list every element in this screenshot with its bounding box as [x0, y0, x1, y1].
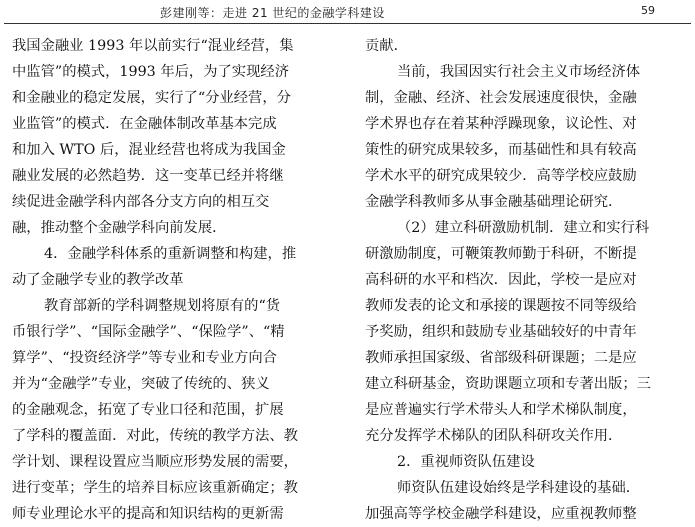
text-line: 是应普遍实行学术带头人和学术梯队制度， — [365, 402, 637, 418]
text-line: 学计划、课程设置应当顺应形势发展的需要， — [12, 454, 298, 470]
text-line: 融，推动整个金融学科向前发展． — [12, 220, 227, 236]
running-header — [0, 0, 695, 24]
section-heading-line: 动了金融学专业的教学改革 — [12, 272, 184, 288]
text-line: 贡献． — [365, 38, 408, 54]
running-header-title: 彭建刚等：走进 21 世纪的金融学科建设 — [160, 6, 385, 20]
section-heading-line: 4．金融学科体系的重新调整和构建，推 — [44, 246, 297, 262]
text-line: 教师发表的论文和承接的课题按不同等级给 — [365, 298, 637, 314]
text-line: 予奖励，组织和鼓励专业基础较好的中青年 — [365, 324, 637, 340]
text-line: 师资队伍建设始终是学科建设的基础． — [397, 480, 641, 496]
text-line: 高科研的水平和档次．因此，学校一是应对 — [365, 272, 637, 288]
right-column — [365, 33, 683, 527]
left-column — [12, 33, 330, 527]
text-line: 建立科研基金，资助课题立项和专著出版；三 — [365, 376, 651, 392]
text-line: 研激励制度，可鞭策教师勤于科研，不断提 — [365, 246, 637, 262]
text-line: 进行变革；学生的培养目标应该重新确定；教 — [12, 480, 298, 496]
text-line: 当前，我国因实行社会主义市场经济体 — [397, 64, 641, 80]
text-line: 策性的研究成果较多，而基础性和具有较高 — [365, 142, 637, 158]
text-line: 和加入 WTO 后，混业经营也将成为我国金 — [12, 142, 286, 158]
text-line: 的金融观念，拓宽了专业口径和范围，扩展 — [12, 402, 284, 418]
text-line: 续促进金融学科内部各分支方向的相互交 — [12, 194, 270, 210]
text-line: 制，金融、经济、社会发展速度很快，金融 — [365, 90, 637, 106]
text-line: 加强高等学校金融学科建设，应重视教师整 — [365, 506, 637, 522]
text-line: 师专业理论水平的提高和知识结构的更新需 — [12, 506, 284, 522]
text-line: 充分发挥学术梯队的团队科研攻关作用． — [365, 428, 623, 444]
header-rule — [4, 23, 691, 24]
text-line: 算学”、“投资经济学”等专业和专业方向合 — [12, 350, 277, 366]
text-line: 教师承担国家级、省部级科研课题；二是应 — [365, 350, 637, 366]
text-line: 教育部新的学科调整规划将原有的“货 — [44, 298, 281, 314]
text-line: 并为“金融学”专业，突破了传统的、狭义 — [12, 376, 270, 392]
text-line: 了学科的覆盖面．对此，传统的教学方法、教 — [12, 428, 298, 444]
text-line: 业监管”的模式．在金融体制改革基本完成 — [12, 116, 277, 132]
page-number: 59 — [641, 4, 655, 17]
text-line: 我国金融业 1993 年以前实行“混业经营，集 — [12, 38, 294, 54]
section-heading-line: 2．重视师资队伍建设 — [397, 454, 535, 470]
text-line: 币银行学”、“国际金融学”、“保险学”、“精 — [12, 324, 285, 340]
text-line: 学术界也存在着某种浮躁现象，议论性、对 — [365, 116, 637, 132]
text-line: 学术水平的研究成果较少．高等学校应鼓励 — [365, 168, 637, 184]
text-line: （2）建立科研激励机制．建立和实行科 — [397, 220, 650, 236]
text-line: 融业发展的必然趋势．这一变革已经并将继 — [12, 168, 284, 184]
text-line: 和金融业的稳定发展，实行了“分业经营，分 — [12, 90, 291, 106]
text-line: 中监管”的模式，1993 年后，为了实现经济 — [12, 64, 289, 80]
text-line: 金融学科教师多从事金融基础理论研究． — [365, 194, 623, 210]
